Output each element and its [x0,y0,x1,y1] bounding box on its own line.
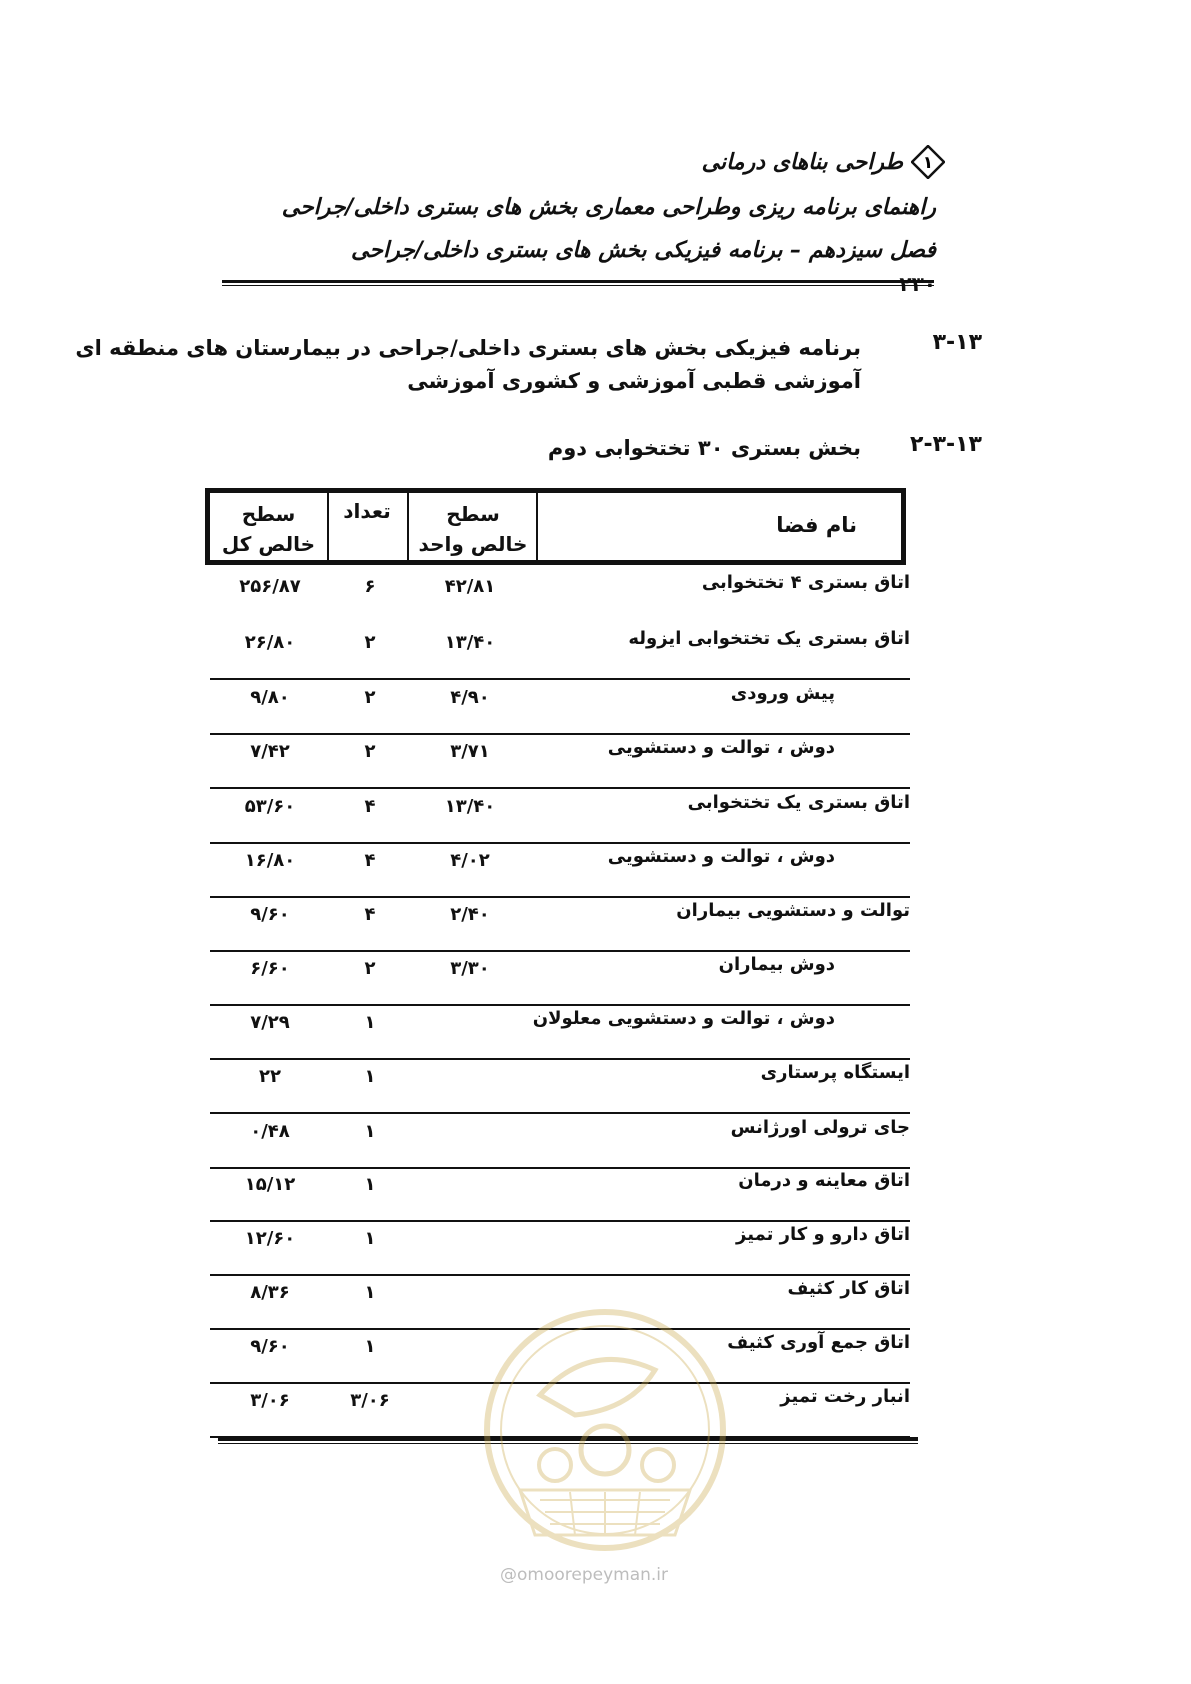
row-rule [210,678,910,680]
header-total-area [210,499,327,560]
total-area: ۶/۶۰ [250,958,290,979]
count: ۲ [364,958,376,979]
total-area: ۲۶/۸۰ [244,632,296,653]
row-rule [210,950,910,952]
row-rule [210,1004,910,1006]
total-area: ۹/۶۰ [250,904,290,925]
space-name: ایستگاه پرستاری [760,1062,910,1083]
column-divider [327,493,329,560]
row-rule [210,1167,910,1169]
count: ۲ [364,687,376,708]
count: ۱ [364,1066,376,1087]
count: ۴ [364,904,376,925]
section-number: ۳-۱۳ [932,330,982,355]
unit-area: ۱۳/۴۰ [444,632,496,653]
subsection-heading: بخش بستری ۳۰ تختخوابی دوم [547,436,861,460]
total-area: ۰/۴۸ [250,1121,290,1142]
space-name: اتاق معاینه و درمان [738,1170,910,1191]
unit-area: ۴/۹۰ [450,687,490,708]
table-row [210,572,910,624]
total-area: ۹/۶۰ [250,1336,290,1357]
watermark-logo [480,1300,730,1560]
book-title: طراحی بناهای درمانی [701,150,903,175]
header-count: تعداد [343,499,391,523]
count: ۱ [364,1228,376,1249]
row-rule [210,1274,910,1276]
total-area: ۵۳/۶۰ [244,796,296,817]
count: ۳/۰۶ [350,1390,390,1411]
page-number: ۲۳۰ [899,272,936,296]
row-rule [210,842,910,844]
unit-area: ۴۲/۸۱ [444,576,496,597]
space-name: پیش ورودی [730,683,835,704]
count: ۱ [364,1282,376,1303]
table-row [210,900,910,952]
table-row [210,1062,910,1114]
total-area: ۷/۲۹ [250,1012,290,1033]
total-area: ۱۲/۶۰ [244,1228,296,1249]
header-unit-area-line1: سطح [446,502,500,526]
row-rule [210,733,910,735]
total-area: ۱۶/۸۰ [244,850,296,871]
space-name: اتاق بستری ۴ تختخوابی [701,572,910,593]
space-name: اتاق دارو و کار تمیز [736,1224,910,1245]
header-space-name: نام فضا [776,513,857,537]
table-row [210,737,910,789]
header-rule [222,280,934,286]
row-rule [210,1112,910,1114]
space-name: دوش ، توالت و دستشویی [607,846,835,867]
header-total-area-line1: سطح [241,502,296,526]
table-row [210,792,910,844]
count: ۱ [364,1336,376,1357]
total-area: ۹/۸۰ [250,687,290,708]
table-row [210,683,910,735]
volume-number: ۱ [922,153,934,173]
count: ۶ [364,576,376,597]
space-name: اتاق بستری یک تختخوابی [687,792,910,813]
table-row [210,1117,910,1169]
space-name: اتاق بستری یک تختخوابی ایزوله [628,628,910,649]
column-divider [407,493,409,560]
watermark-url: @omoorepeyman.ir [500,1565,669,1585]
header-unit-area-line2: خالص واحد [418,532,528,556]
section-heading-line1: برنامه فیزیکی بخش های بستری داخلی/جراحی در بیمارستان های منطقه ای [75,336,861,360]
space-name: دوش بیماران [718,954,835,975]
total-area: ۷/۴۲ [250,741,290,762]
unit-area: ۱۳/۴۰ [444,796,496,817]
space-name: دوش ، توالت و دستشویی [607,737,835,758]
total-area: ۳/۰۶ [250,1390,290,1411]
row-rule [210,896,910,898]
count: ۱ [364,1174,376,1195]
table-row [210,954,910,1006]
volume-badge [911,145,945,179]
unit-area: ۴/۰۲ [450,850,490,871]
count: ۲ [364,741,376,762]
row-rule [210,1220,910,1222]
total-area: ۸/۳۶ [250,1282,290,1303]
table-header [205,488,906,565]
table-row [210,846,910,898]
space-name: توالت و دستشویی بیماران [676,900,910,921]
unit-area: ۲/۴۰ [450,904,490,925]
subsection-number: ۲-۳-۱۳ [910,432,982,457]
unit-area: ۳/۳۰ [450,958,490,979]
space-name: اتاق کار کثیف [787,1278,910,1299]
total-area: ۱۵/۱۲ [244,1174,296,1195]
space-name: جای ترولی اورژانس [730,1117,910,1138]
space-name: انبار رخت تمیز [780,1386,910,1407]
table-row [210,1170,910,1222]
space-name: اتاق جمع آوری کثیف [727,1332,910,1353]
header-unit-area [408,499,538,560]
chapter-title: فصل سیزدهم – برنامه فیزیکی بخش های بستری داخلی/جراحی [351,238,936,263]
section-heading [75,332,861,398]
unit-area: ۳/۷۱ [450,741,490,762]
count: ۴ [364,850,376,871]
section-heading-line2: آموزشی قطبی آموزشی و کشوری آموزشی [407,369,861,393]
count: ۱ [364,1121,376,1142]
header-total-area-line2: خالص کل [221,532,316,556]
book-subtitle: راهنمای برنامه ریزی وطراحی معماری بخش های بستری داخلی/جراحی [281,195,936,220]
table-row [210,1224,910,1276]
row-rule [210,1058,910,1060]
count: ۴ [364,796,376,817]
count: ۲ [364,632,376,653]
row-rule [210,787,910,789]
count: ۱ [364,1012,376,1033]
total-area: ۲۲ [259,1066,281,1087]
space-name: دوش ، توالت و دستشویی معلولان [532,1008,835,1029]
total-area: ۲۵۶/۸۷ [239,576,301,597]
table-row [210,628,910,680]
table-row [210,1008,910,1060]
